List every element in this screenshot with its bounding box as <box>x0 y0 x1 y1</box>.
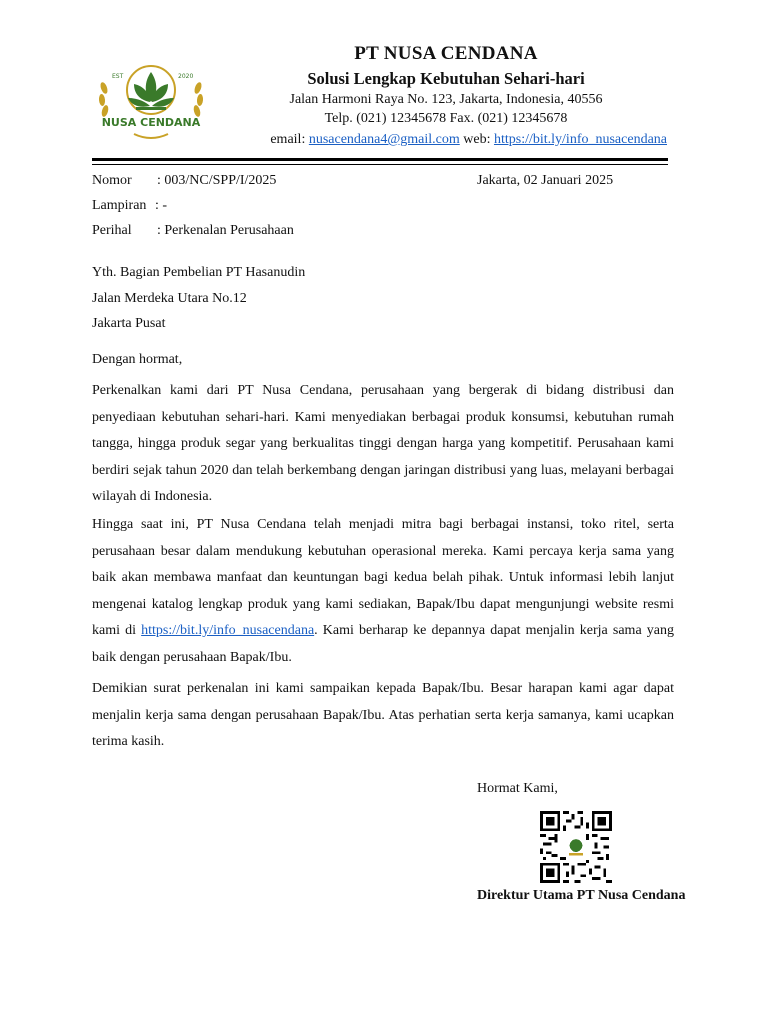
recipient-line1: Yth. Bagian Pembelian PT Hasanudin <box>92 265 306 280</box>
logo-name: NUSA CENDANA <box>101 116 201 129</box>
email-label: email: <box>270 132 306 147</box>
website-link[interactable]: https://bit.ly/info_nusacendana <box>141 623 315 638</box>
web-label: web: <box>463 132 491 147</box>
perihal-label: Perihal <box>92 223 132 238</box>
logo-est: EST <box>112 73 124 80</box>
perihal-value: : Perkenalan Perusahaan <box>157 223 294 238</box>
header-divider-thick <box>92 158 668 161</box>
greeting: Dengan hormat, <box>92 352 183 367</box>
lampiran-value: : - <box>155 198 168 213</box>
signer-title: Direktur Utama PT Nusa Cendana <box>477 888 686 903</box>
logo-year: 2020 <box>178 73 194 80</box>
qr-code-signature-icon <box>540 811 612 883</box>
company-logo <box>96 58 206 148</box>
body-paragraph-3: Demikian surat perkenalan ini kami sampaikan kepada Bapak/Ibu. Besar harapan kami agar dapat menjalin kerja sama dengan perusahaan Bapak/Ibu. Atas perhatian serta kerja samanya, kami ucapkan terima kasih. <box>92 681 674 749</box>
body-paragraph-1: Perkenalkan kami dari PT Nusa Cendana, perusahaan yang bergerak di bidang distribusi dan penyediaan kebutuhan sehari-hari. Kami menyediakan berbagai produk konsumsi, kebutuhan rumah tangga, hingga produk segar yang berkualitas tinggi dengan harga yang kompetitif. Perusahaan kami berdiri sejak tahun 2020 dan telah berkembang dengan jaringan distribusi yang luas, melayani berbagai wilayah di Indonesia. <box>92 383 674 504</box>
recipient-block <box>92 260 305 337</box>
company-phone-fax: Telp. (021) 12345678 Fax. (021) 12345678 <box>324 111 568 126</box>
company-contact <box>225 130 667 149</box>
paragraph-2-text-end: . Kami berharap ke depannya dapat menjalin kerja sama yang baik dengan perusahaan Bapak/Ibu. <box>92 623 674 665</box>
nomor-label: Nomor <box>92 173 132 188</box>
web-link[interactable]: https://bit.ly/info_nusacendana <box>493 132 667 147</box>
recipient-line3: Jakarta Pusat <box>92 316 166 331</box>
nomor-value: : 003/NC/SPP/I/2025 <box>157 173 277 188</box>
company-name: PT NUSA CENDANA <box>354 43 538 64</box>
company-tagline: Solusi Lengkap Kebutuhan Sehari-hari <box>307 69 585 88</box>
closing: Hormat Kami, <box>477 781 558 796</box>
company-address: Jalan Harmoni Raya No. 123, Jakarta, Indonesia, 40556 <box>289 92 603 107</box>
header-divider-thin <box>92 164 668 165</box>
body-paragraph-2 <box>92 512 674 671</box>
recipient-line2: Jalan Merdeka Utara No.12 <box>92 290 247 306</box>
paragraph-2-text: Hingga saat ini, PT Nusa Cendana telah menjadi mitra bagi berbagai instansi, toko ritel, serta perusahaan besar dalam mendukung kebutuhan operasional mereka. Kami percaya kerja sama yang baik akan membawa manfaat dan keuntungan bagi kedua belah pihak. Untuk informasi lebih lanjut mengenai katalog lengkap produk yang kami sediakan, Bapak/Ibu dapat mengunjungi website resmi kami di <box>92 517 674 638</box>
email-link[interactable]: nusacendana4@gmail.com <box>308 132 460 147</box>
letter-date: Jakarta, 02 Januari 2025 <box>477 173 614 188</box>
company-header <box>225 42 667 147</box>
lampiran-label: Lampiran <box>92 198 147 213</box>
